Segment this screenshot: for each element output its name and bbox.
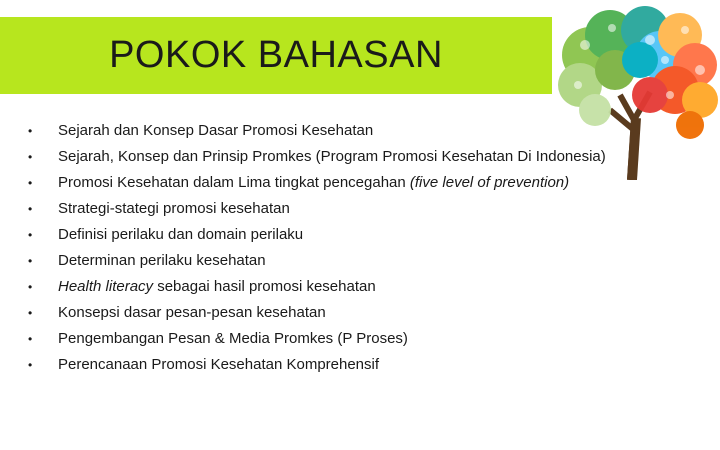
bullet-icon: • bbox=[28, 176, 33, 190]
topic-item-text bbox=[58, 222, 303, 248]
topic-item-italic: (five level of prevention) bbox=[409, 174, 570, 191]
bullet-icon: • bbox=[28, 150, 33, 164]
topic-item-main: Pengembangan Pesan & Media Promkes (P Proses) bbox=[58, 330, 408, 347]
bullet-icon: • bbox=[28, 228, 33, 242]
topic-item-italic: Health literacy bbox=[58, 278, 154, 295]
topic-item-main: Sejarah dan Konsep Dasar Promosi Kesehatan bbox=[58, 122, 374, 139]
bullet-icon: • bbox=[28, 280, 33, 294]
topic-item-main: Promosi Kesehatan dalam Lima tingkat pencegahan bbox=[58, 174, 410, 191]
topic-item-main: Perencanaan Promosi Kesehatan Komprehensif bbox=[58, 356, 380, 373]
bullet-icon: • bbox=[28, 202, 33, 216]
bullet-icon: • bbox=[28, 358, 33, 372]
title-bar bbox=[0, 17, 552, 94]
bullet-icon: • bbox=[28, 332, 33, 346]
topic-item-main: sebagai hasil promosi kesehatan bbox=[153, 278, 376, 295]
topic-item-text bbox=[58, 326, 408, 352]
topic-item-main: Strategi-stategi promosi kesehatan bbox=[58, 200, 290, 217]
topic-item-text bbox=[58, 248, 266, 274]
topic-item-text bbox=[58, 196, 290, 222]
bullet-icon: • bbox=[28, 306, 33, 320]
topic-item-text bbox=[58, 300, 326, 326]
bullet-icon: • bbox=[28, 124, 33, 138]
topic-item-text bbox=[58, 352, 379, 378]
topic-item-text bbox=[58, 274, 376, 300]
topic-item-text bbox=[58, 118, 373, 144]
topic-item-main: Sejarah, Konsep dan Prinsip Promkes (Program Promosi Kesehatan Di Indonesia) bbox=[58, 148, 606, 165]
topic-item-text bbox=[58, 144, 606, 170]
bullet-icon: • bbox=[28, 254, 33, 268]
topic-item-main: Definisi perilaku dan domain perilaku bbox=[58, 226, 304, 243]
topic-item-main: Konsepsi dasar pesan-pesan kesehatan bbox=[58, 304, 326, 321]
topic-item-main: Determinan perilaku kesehatan bbox=[58, 252, 266, 269]
slide-title: POKOK BAHASAN bbox=[109, 34, 443, 76]
topic-item-text bbox=[58, 170, 569, 196]
